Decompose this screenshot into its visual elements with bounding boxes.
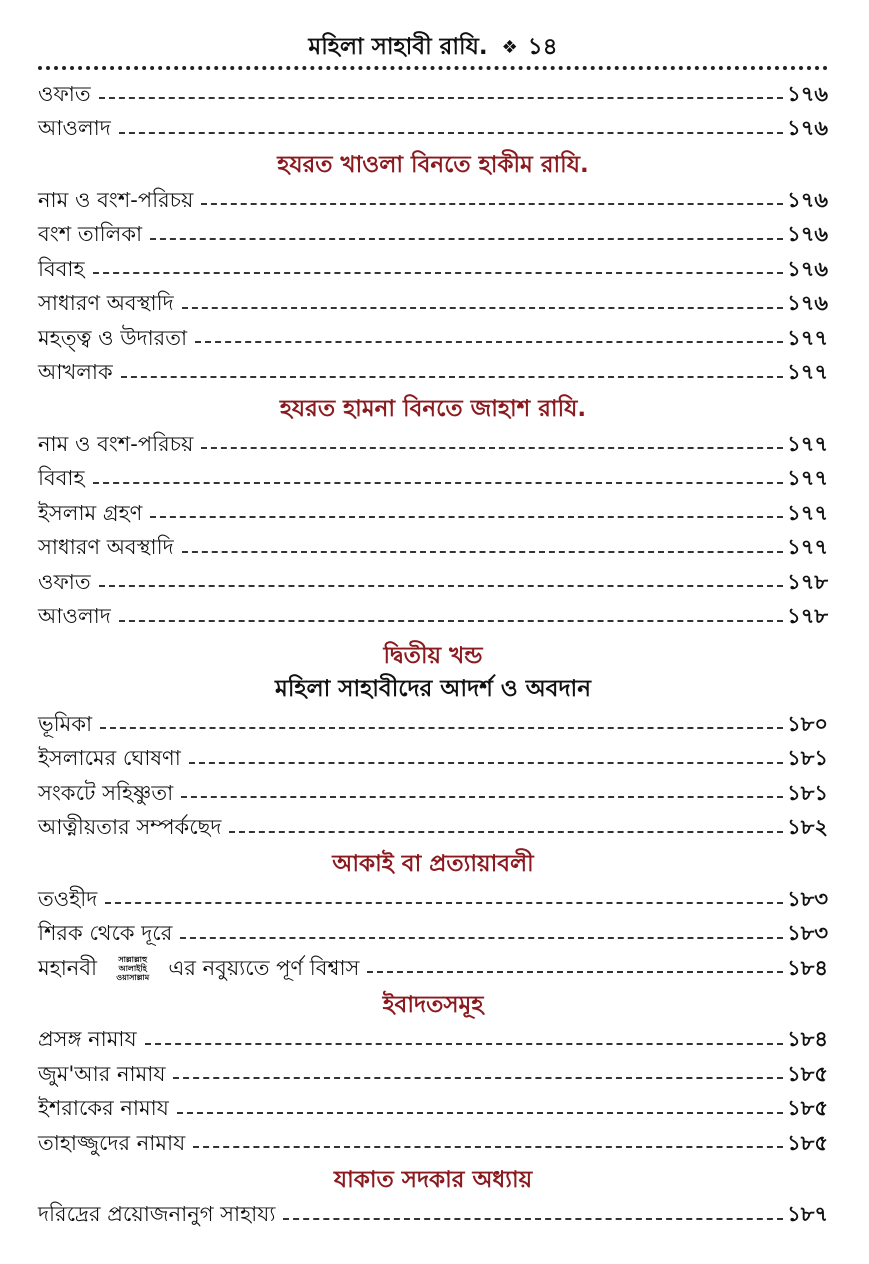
toc-entry[interactable] <box>38 708 828 743</box>
toc-entry[interactable] <box>38 322 828 357</box>
toc-entry[interactable] <box>38 743 828 778</box>
toc-entry-page: ১৭৭ <box>787 360 828 385</box>
toc-entry-title: সাধারণ অবস্থাদি <box>38 291 174 316</box>
toc-entry-page: ১৮১ <box>787 746 828 771</box>
toc-entry-title <box>38 952 367 987</box>
toc-entry-title: ইসলামের ঘোষণা <box>38 746 181 771</box>
toc-entry-title: নাম ও বংশ-পরিচয় <box>38 187 194 212</box>
toc-entry-page: ১৮৩ <box>787 921 828 946</box>
dash-leader <box>283 1218 783 1220</box>
toc-entry-page: ১৭৬ <box>787 187 828 212</box>
toc-entry-page: ১৭৬ <box>787 256 828 281</box>
toc-entry[interactable] <box>38 777 828 812</box>
toc-entry-page: ১৮৫ <box>787 1061 828 1086</box>
toc-entry[interactable] <box>38 1024 828 1059</box>
toc-entry-title: ভূমিকা <box>38 711 93 736</box>
toc-entry-title: ইশরাকের নামায <box>38 1096 169 1121</box>
toc-entry[interactable] <box>38 532 828 567</box>
dash-leader <box>119 132 783 134</box>
toc-entry[interactable] <box>38 918 828 953</box>
toc-entry-page: ১৮৭ <box>787 1202 828 1227</box>
toc-entry[interactable] <box>38 113 828 148</box>
toc-entry-title: বংশ তালিকা <box>38 222 143 247</box>
section-heading-hamna: হযরত হামনা বিনতে জাহাশ রাযি. <box>279 396 587 422</box>
dash-leader <box>177 1112 783 1114</box>
dash-leader <box>145 1043 783 1045</box>
dash-leader <box>367 971 783 973</box>
part-title: দ্বিতীয় খন্ড <box>383 643 483 669</box>
toc-entry[interactable] <box>38 357 828 392</box>
dash-leader <box>195 341 783 343</box>
toc-entry-page: ১৮৪ <box>787 955 828 980</box>
toc-entry-title: নাম ও বংশ-পরিচয় <box>38 431 194 456</box>
dash-leader <box>150 238 783 240</box>
toc-entry[interactable] <box>38 601 828 636</box>
seal-line: আলাইহি <box>118 964 147 974</box>
dash-leader <box>229 831 783 833</box>
dash-leader <box>150 516 783 518</box>
dash-leader <box>99 585 783 587</box>
dash-leader <box>93 272 784 274</box>
toc-entry-page: ১৮২ <box>787 815 828 840</box>
toc-entry-title: বিবাহ <box>38 466 85 491</box>
seal-line: ওয়াসাল্লাম <box>116 973 150 983</box>
section-heading-khawla: হযরত খাওলা বিনতে হাকীম রাযি. <box>277 152 589 178</box>
toc-entry-title: প্রসঙ্গ নামায <box>38 1027 137 1052</box>
toc-entry-title: আওলাদ <box>38 116 111 141</box>
toc-entry-title: জুম'আর নামায <box>38 1061 166 1086</box>
salawat-seal <box>110 955 156 982</box>
section-heading-worship: ইবাদতসমূহ <box>382 991 484 1018</box>
toc-entry-title: ওফাত <box>38 81 91 106</box>
toc-entry[interactable] <box>38 463 828 498</box>
toc-entry-page: ১৭৭ <box>787 535 828 560</box>
toc-entry-title: আখলাক <box>38 360 113 385</box>
toc-entry[interactable] <box>38 78 828 113</box>
section-heading-zakat: যাকাত সদকার অধ্যায় <box>333 1166 533 1193</box>
toc-entry-title-before: মহানবী <box>38 955 98 980</box>
toc-entry-page: ১৭৬ <box>787 291 828 316</box>
toc-entry-title: দরিদ্রের প্রয়োজনানুগ সাহায্য <box>38 1202 276 1227</box>
toc-entry[interactable] <box>38 883 828 918</box>
seal-line: সাল্লাল্লাহু <box>118 955 148 965</box>
toc-entry-title: ইসলাম গ্রহণ <box>38 500 143 525</box>
toc-entry-title: সংকটে সহিষ্ণুতা <box>38 780 174 805</box>
dash-leader <box>189 762 783 764</box>
toc-entry-title: বিবাহ <box>38 256 85 281</box>
dash-leader <box>193 1146 783 1148</box>
toc-entry-page: ১৭৬ <box>787 116 828 141</box>
toc-entry-page: ১৮৩ <box>787 886 828 911</box>
toc-entry-title: মহত্ত্ব ও উদারতা <box>38 325 188 350</box>
toc-entry[interactable] <box>38 288 828 323</box>
toc-entry-page: ১৮০ <box>787 711 828 736</box>
toc-entry[interactable] <box>38 253 828 288</box>
dash-leader <box>99 97 783 99</box>
toc-entry-title: ওফাত <box>38 569 91 594</box>
dotted-divider <box>38 66 828 70</box>
toc-entry-page: ১৭৬ <box>787 222 828 247</box>
toc-entry-page: ১৭৭ <box>787 431 828 456</box>
toc-entry-page: ১৭৮ <box>787 569 828 594</box>
toc-entry-title: তাহাজ্জুদের নামায <box>38 1130 186 1155</box>
dash-leader <box>201 203 783 205</box>
toc-entry-prophethood[interactable] <box>38 952 828 987</box>
toc-entry-page: ১৮৪ <box>787 1027 828 1052</box>
section-heading-beliefs: আকাই বা প্রত্যায়াবলী <box>332 851 534 877</box>
toc-entry-page: ১৭৭ <box>787 500 828 525</box>
dash-leader <box>181 796 783 798</box>
dash-leader <box>201 447 783 449</box>
toc-entry-title: তওহীদ <box>38 886 98 911</box>
dash-leader <box>173 1077 783 1079</box>
toc-entry[interactable] <box>38 566 828 601</box>
dash-leader <box>100 727 783 729</box>
toc-entry[interactable] <box>38 1093 828 1128</box>
dash-leader <box>105 902 783 904</box>
toc-entry-title: আত্নীয়তার সম্পর্কছেদ <box>38 815 222 840</box>
dash-leader <box>180 937 783 939</box>
toc-entry[interactable] <box>38 812 828 847</box>
toc-entry-page: ১৭৭ <box>787 325 828 350</box>
toc-page <box>38 30 828 1233</box>
toc-entry[interactable] <box>38 1199 828 1234</box>
dash-leader <box>182 551 783 553</box>
toc-entry-page: ১৮১ <box>787 780 828 805</box>
toc-entry-page: ১৭৭ <box>787 466 828 491</box>
dash-leader <box>121 376 783 378</box>
toc-entry-title: আওলাদ <box>38 604 111 629</box>
dash-leader <box>119 620 783 622</box>
toc-entry-title: সাধারণ অবস্থাদি <box>38 535 174 560</box>
toc-entry[interactable] <box>38 1127 828 1162</box>
toc-entry[interactable] <box>38 428 828 463</box>
part-subtitle: মহিলা সাহাবীদের আদর্শ ও অবদান <box>275 676 591 702</box>
header-title: মহিলা সাহাবী রাযি. <box>308 33 488 60</box>
diamond-bullet-icon: ❖ <box>501 36 518 58</box>
toc-entry[interactable] <box>38 1058 828 1093</box>
dash-leader <box>182 307 783 309</box>
toc-entry-title: শিরক থেকে দূরে <box>38 921 173 946</box>
toc-entry-page: ১৮৫ <box>787 1130 828 1155</box>
page-header <box>38 30 828 64</box>
toc-entry-page: ১৭৮ <box>787 604 828 629</box>
header-page-number: ১৪ <box>527 33 558 60</box>
toc-entry[interactable] <box>38 219 828 254</box>
toc-entry-page: ১৭৬ <box>787 81 828 106</box>
toc-entry[interactable] <box>38 184 828 219</box>
dash-leader <box>93 482 784 484</box>
toc-entry-page: ১৮৫ <box>787 1096 828 1121</box>
toc-entry[interactable] <box>38 497 828 532</box>
toc-entry-title-after: এর নবুয়্যতে পূর্ণ বিশ্বাস <box>168 955 360 980</box>
